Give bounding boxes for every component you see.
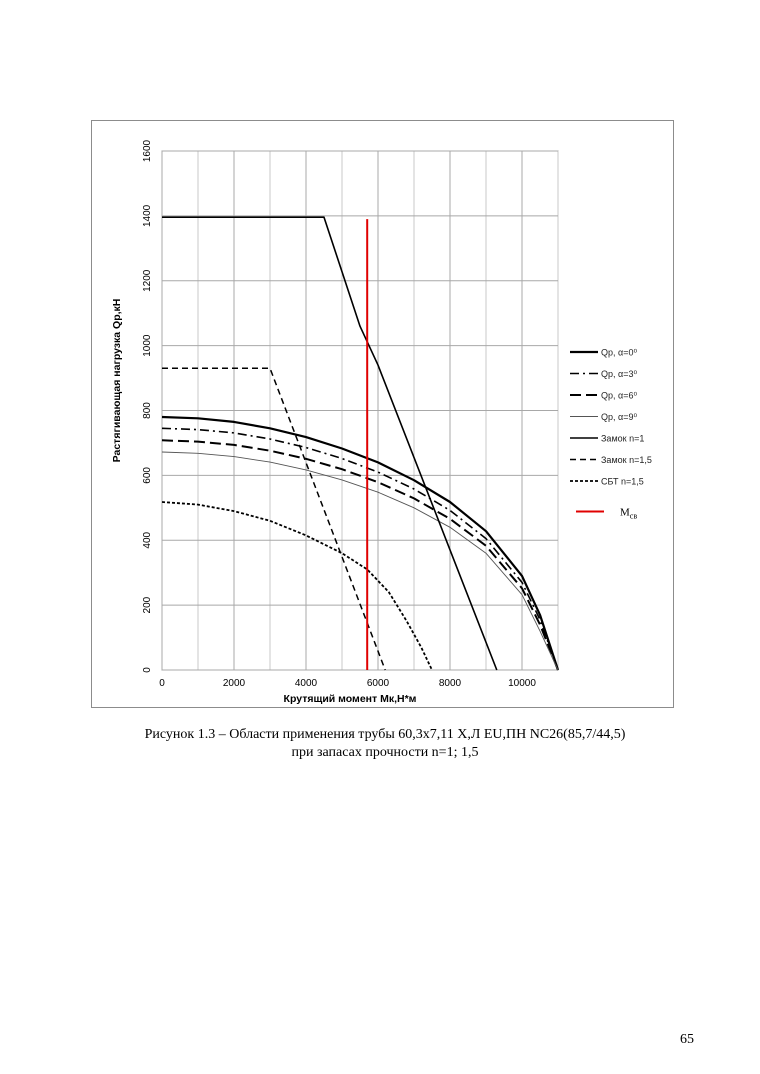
y-tick-label: 200 [142,596,153,614]
chart [92,121,675,709]
y-tick-label: 400 [142,531,153,549]
legend-label-3: Qp, α=6⁰ [601,390,638,401]
x-tick-label: 8000 [438,678,462,689]
legend-label-marker-subscript: св [629,511,638,521]
legend-label-5: Замок n=1 [601,433,645,444]
y-tick-label: 1200 [142,269,153,292]
y-tick-label: 1600 [142,139,153,163]
y-tick-label: 1000 [142,334,153,357]
y-tick-label: 0 [142,667,153,673]
figure-caption [60,726,710,762]
x-axis-label: Крутящий момент Мк,Н*м [283,693,417,705]
y-tick-label: 600 [142,467,153,484]
legend-label-7: СБТ n=1,5 [601,476,644,487]
legend-label-2: Qp, α=3⁰ [601,369,638,379]
x-tick-label: 6000 [366,678,390,689]
legend-label-4: Qp, α=9⁰ [601,412,638,422]
caption-line-2: при запасах прочности n=1; 1,5 [291,745,479,760]
legend-label-1: Qp, α=0⁰ [601,347,638,358]
legend-label-6: Замок n=1,5 [601,455,652,465]
y-axis-label: Растягивающая нагрузка Qр,кН [111,298,123,463]
caption-line-1: Рисунок 1.3 – Области применения трубы 60,3х7,11 Х,Л EU,ПН NC26(85,7/44,5) [144,727,626,742]
x-tick-label: 2000 [222,678,246,689]
figure-frame [91,120,674,708]
page-number: 65 [680,1032,694,1047]
x-tick-label: 4000 [294,678,318,689]
x-tick-label: 10000 [508,678,536,689]
x-tick-label: 0 [159,678,165,689]
y-tick-label: 800 [142,402,153,419]
legend-label-marker: $М_{св}$ [620,506,638,521]
y-tick-label: 1400 [142,204,153,227]
